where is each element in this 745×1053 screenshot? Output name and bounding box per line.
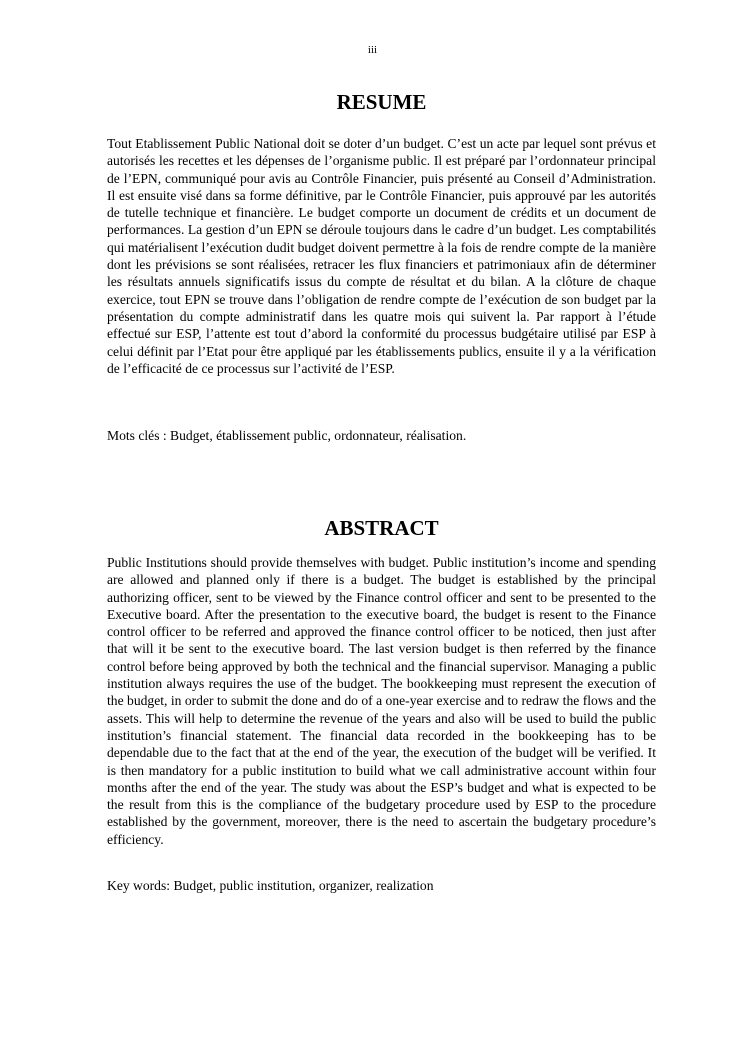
resume-title: RESUME xyxy=(336,90,427,114)
abstract-title: ABSTRACT xyxy=(324,516,439,540)
abstract-keywords: Key words: Budget, public institution, organizer, realization xyxy=(107,878,434,893)
abstract-body: Public Institutions should provide themselves with budget. Public institution’s income and spending are allowed and planned only if there is a budget. The budget is established by the principal authorizing officer, sent to be viewed by the Finance control officer and sent to be presented to the Executive board. After the presentation to the executive board, the budget is resent to the Finance control officer to be referred and approved the finance control officer to be noticed, then just after that will it be sent to the executive board. The last version budget is then referred by the finance control before being approved by both the technical and the financial supervisor. Managing a public institution always requires the use of the budget. The bookkeeping must represent the execution of the budget, in order to submit the done and do of a one-year exercise and to redraw the flows and the assets. This will help to determine the revenue of the years and also will be used to build the public institution’s financial statement. The financial data recorded in the bookkeeping has to be dependable due to the fact that at the end of the year, the execution of the budget will be verified. It is then mandatory for a public institution to build what we call administrative account within four months after the end of the year. The study was about the ESP’s budget and what is expected to be the result from this is the compliance of the budgetary procedure used by ESP to the procedure established by the government, moreover, there is the need to ascertain the budgetary procedure’s efficiency. xyxy=(107,555,656,847)
page-number: iii xyxy=(367,44,378,56)
resume-keywords: Mots clés : Budget, établissement public, ordonnateur, réalisation. xyxy=(107,428,467,443)
resume-body: Tout Etablissement Public National doit se doter d’un budget. C’est un acte par lequel sont prévus et autorisés les recettes et les dépenses de l’organisme public. Il est préparé par l’ordonnateur principal de l’EPN, communiqué pour avis au Contrôle Financier, puis présenté au Conseil d’Administration. Il est ensuite visé dans sa forme définitive, par le Contrôle Financier, puis approuvé par les autorités de tutelle technique et financière. Le budget comporte un document de crédits et un document de performances. La gestion d’un EPN se déroule toujours dans le cadre d’un budget. Les comptabilités qui matérialisent l’exécution dudit budget doivent permettre à la fois de rendre compte de la manière dont les prévisions se sont réalisées, retracer les flux financiers et patrimoniaux afin de déterminer les résultats annuels significatifs issus du compte de résultat et du bilan. A la clôture de chaque exercice, tout EPN se trouve dans l’obligation de rendre compte de l’exécution de son budget par la présentation du compte administratif dans les quatre mois qui suivent la. Par rapport à l’étude effectué sur ESP, l’attente est tout d’abord la conformité du processus budgétaire utilisé par ESP à celui définit par l’Etat pour être appliqué par les établissements publics, ensuite il y a la vérification de l’efficacité de ce processus sur l’activité de l’ESP. xyxy=(107,136,656,376)
